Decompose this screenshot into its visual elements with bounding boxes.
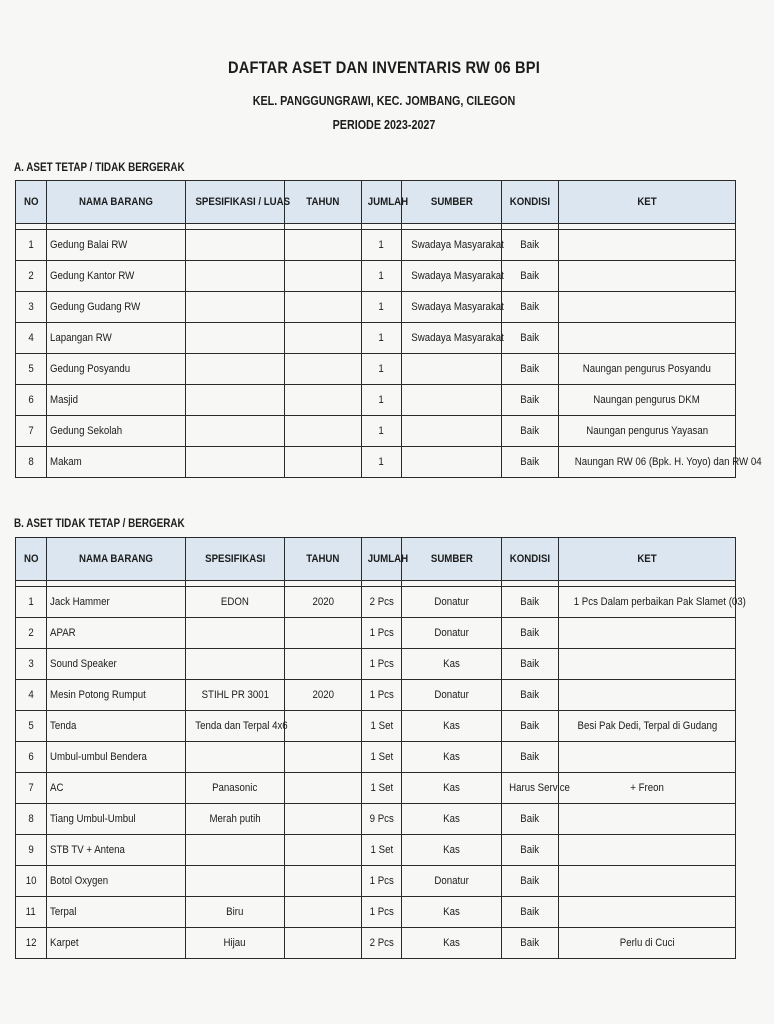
- cell-ket: [559, 866, 736, 897]
- cell-ket: [559, 804, 736, 835]
- cell-kondisi: Harus Service: [502, 773, 559, 804]
- cell-spesifikasi: STIHL PR 3001: [186, 680, 285, 711]
- cell-jumlah: 1: [362, 261, 402, 292]
- cell-tahun: [285, 385, 362, 416]
- cell-kondisi: Baik: [502, 587, 559, 618]
- cell-jumlah: 1 Pcs: [362, 649, 402, 680]
- cell-kondisi: Baik: [502, 866, 559, 897]
- cell-sumber: Kas: [402, 649, 502, 680]
- table-row: [16, 385, 736, 416]
- movable-assets-table: [15, 537, 746, 959]
- column-header-tahun: TAHUN: [285, 538, 362, 581]
- table-row: [16, 649, 736, 680]
- cell-spesifikasi: [186, 354, 285, 385]
- column-header-tahun: TAHUN: [285, 181, 362, 224]
- cell-sumber: Donatur: [402, 680, 502, 711]
- cell-kondisi: Baik: [502, 416, 559, 447]
- cell-nama-barang: Jack Hammer: [47, 587, 186, 618]
- cell-no: 5: [16, 711, 47, 742]
- table-row: [16, 835, 736, 866]
- cell-kondisi: Baik: [502, 742, 559, 773]
- cell-no: 3: [16, 292, 47, 323]
- cell-nama-barang: Terpal: [47, 897, 186, 928]
- cell-sumber: [402, 416, 502, 447]
- table-row: [16, 866, 736, 897]
- cell-jumlah: 1 Pcs: [362, 618, 402, 649]
- column-header-spesifikasi: SPESIFIKASI: [186, 538, 285, 581]
- cell-tahun: [285, 354, 362, 385]
- column-header-jumlah: JUMLAH: [362, 538, 402, 581]
- cell-kondisi: Baik: [502, 618, 559, 649]
- column-header-nama-barang: NAMA BARANG: [47, 538, 186, 581]
- cell-nama-barang: Sound Speaker: [47, 649, 186, 680]
- document-period: PERIODE 2023-2027: [332, 118, 436, 132]
- cell-jumlah: 1: [362, 416, 402, 447]
- cell-sumber: Donatur: [402, 866, 502, 897]
- cell-nama-barang: Masjid: [47, 385, 186, 416]
- cell-spesifikasi: [186, 835, 285, 866]
- cell-nama-barang: Mesin Potong Rumput: [47, 680, 186, 711]
- cell-kondisi: Baik: [502, 230, 559, 261]
- cell-ket: [559, 835, 736, 866]
- cell-ket: [559, 261, 736, 292]
- cell-sumber: Kas: [402, 773, 502, 804]
- cell-spesifikasi: EDON: [186, 587, 285, 618]
- cell-no: 11: [16, 897, 47, 928]
- table-row: [16, 323, 736, 354]
- cell-ket: [559, 897, 736, 928]
- cell-sumber: Kas: [402, 897, 502, 928]
- document-title: DAFTAR ASET DAN INVENTARIS RW 06 BPI: [228, 58, 540, 77]
- cell-spesifikasi: Panasonic: [186, 773, 285, 804]
- cell-kondisi: Baik: [502, 649, 559, 680]
- cell-jumlah: 1 Pcs: [362, 897, 402, 928]
- column-header-sumber: SUMBER: [402, 538, 502, 581]
- document-subtitle: KEL. PANGGUNGRAWI, KEC. JOMBANG, CILEGON: [252, 94, 516, 108]
- cell-tahun: [285, 835, 362, 866]
- table-row: [16, 292, 736, 323]
- cell-spesifikasi: Merah putih: [186, 804, 285, 835]
- cell-sumber: Swadaya Masyarakat: [402, 292, 502, 323]
- cell-no: 8: [16, 804, 47, 835]
- column-header-ket: KET: [559, 181, 736, 224]
- cell-spesifikasi: [186, 230, 285, 261]
- cell-sumber: Donatur: [402, 587, 502, 618]
- cell-tahun: [285, 897, 362, 928]
- table-header-row: [16, 538, 736, 581]
- cell-nama-barang: Umbul-umbul Bendera: [47, 742, 186, 773]
- cell-ket: Naungan RW 06 (Bpk. H. Yoyo) dan RW 04: [559, 447, 736, 478]
- cell-no: 8: [16, 447, 47, 478]
- cell-tahun: [285, 618, 362, 649]
- cell-nama-barang: Gedung Balai RW: [47, 230, 186, 261]
- cell-spesifikasi: [186, 385, 285, 416]
- cell-tahun: [285, 261, 362, 292]
- cell-spesifikasi: [186, 649, 285, 680]
- cell-jumlah: 1: [362, 292, 402, 323]
- table-row: [16, 618, 736, 649]
- column-header-no: NO: [16, 538, 47, 581]
- cell-nama-barang: Tiang Umbul-Umbul: [47, 804, 186, 835]
- cell-kondisi: Baik: [502, 928, 559, 959]
- column-header-spesifikasi: SPESIFIKASI / LUAS: [186, 181, 285, 224]
- cell-tahun: [285, 649, 362, 680]
- cell-spesifikasi: [186, 447, 285, 478]
- cell-tahun: [285, 928, 362, 959]
- column-header-no: NO: [16, 181, 47, 224]
- cell-kondisi: Baik: [502, 804, 559, 835]
- column-header-sumber: SUMBER: [402, 181, 502, 224]
- cell-no: 7: [16, 416, 47, 447]
- table-row: [16, 230, 736, 261]
- column-header-kondisi: KONDISI: [502, 181, 559, 224]
- cell-jumlah: 1 Set: [362, 742, 402, 773]
- cell-sumber: Swadaya Masyarakat: [402, 323, 502, 354]
- cell-ket: [559, 742, 736, 773]
- cell-no: 3: [16, 649, 47, 680]
- cell-spesifikasi: [186, 742, 285, 773]
- cell-tahun: [285, 804, 362, 835]
- cell-jumlah: 2 Pcs: [362, 587, 402, 618]
- cell-ket: [559, 649, 736, 680]
- cell-no: 5: [16, 354, 47, 385]
- cell-kondisi: Baik: [502, 711, 559, 742]
- cell-jumlah: 1 Set: [362, 711, 402, 742]
- table-row: [16, 416, 736, 447]
- cell-sumber: [402, 447, 502, 478]
- cell-ket: [559, 680, 736, 711]
- cell-no: 1: [16, 587, 47, 618]
- cell-tahun: 2020: [285, 680, 362, 711]
- cell-nama-barang: STB TV + Antena: [47, 835, 186, 866]
- cell-no: 10: [16, 866, 47, 897]
- cell-jumlah: 1: [362, 385, 402, 416]
- cell-tahun: [285, 292, 362, 323]
- cell-no: 6: [16, 742, 47, 773]
- cell-spesifikasi: [186, 323, 285, 354]
- cell-ket: [559, 618, 736, 649]
- cell-kondisi: Baik: [502, 897, 559, 928]
- cell-ket: Perlu di Cuci: [559, 928, 736, 959]
- cell-ket: Naungan pengurus DKM: [559, 385, 736, 416]
- cell-nama-barang: Gedung Posyandu: [47, 354, 186, 385]
- cell-nama-barang: Gedung Gudang RW: [47, 292, 186, 323]
- cell-tahun: 2020: [285, 587, 362, 618]
- cell-tahun: [285, 230, 362, 261]
- cell-kondisi: Baik: [502, 323, 559, 354]
- cell-sumber: Kas: [402, 928, 502, 959]
- cell-jumlah: 1 Set: [362, 773, 402, 804]
- cell-no: 2: [16, 261, 47, 292]
- cell-spesifikasi: Hijau: [186, 928, 285, 959]
- cell-nama-barang: APAR: [47, 618, 186, 649]
- cell-kondisi: Baik: [502, 292, 559, 323]
- cell-jumlah: 1: [362, 354, 402, 385]
- table-row: [16, 711, 736, 742]
- cell-jumlah: 1 Pcs: [362, 866, 402, 897]
- cell-sumber: Swadaya Masyarakat: [402, 230, 502, 261]
- cell-tahun: [285, 711, 362, 742]
- cell-jumlah: 2 Pcs: [362, 928, 402, 959]
- cell-no: 4: [16, 323, 47, 354]
- table-row: [16, 447, 736, 478]
- cell-ket: [559, 230, 736, 261]
- cell-spesifikasi: Tenda dan Terpal 4x6: [186, 711, 285, 742]
- cell-sumber: Swadaya Masyarakat: [402, 261, 502, 292]
- cell-sumber: Kas: [402, 835, 502, 866]
- cell-kondisi: Baik: [502, 680, 559, 711]
- cell-spesifikasi: [186, 618, 285, 649]
- cell-spesifikasi: [186, 416, 285, 447]
- cell-sumber: Donatur: [402, 618, 502, 649]
- cell-nama-barang: Botol Oxygen: [47, 866, 186, 897]
- cell-no: 12: [16, 928, 47, 959]
- cell-tahun: [285, 323, 362, 354]
- cell-no: 9: [16, 835, 47, 866]
- section-b-title: B. ASET TIDAK TETAP / BERGERAK: [14, 518, 185, 530]
- table-row: [16, 680, 736, 711]
- cell-no: 1: [16, 230, 47, 261]
- cell-tahun: [285, 416, 362, 447]
- cell-nama-barang: Gedung Sekolah: [47, 416, 186, 447]
- cell-sumber: Kas: [402, 742, 502, 773]
- column-header-kondisi: KONDISI: [502, 538, 559, 581]
- cell-sumber: [402, 385, 502, 416]
- cell-no: 4: [16, 680, 47, 711]
- cell-spesifikasi: [186, 866, 285, 897]
- section-a-title: A. ASET TETAP / TIDAK BERGERAK: [14, 162, 185, 174]
- table-row: [16, 354, 736, 385]
- cell-nama-barang: Karpet: [47, 928, 186, 959]
- cell-jumlah: 9 Pcs: [362, 804, 402, 835]
- cell-ket: [559, 292, 736, 323]
- table-row: [16, 804, 736, 835]
- cell-sumber: Kas: [402, 804, 502, 835]
- cell-jumlah: 1 Pcs: [362, 680, 402, 711]
- cell-nama-barang: Tenda: [47, 711, 186, 742]
- cell-spesifikasi: [186, 261, 285, 292]
- cell-sumber: [402, 354, 502, 385]
- table-row: [16, 897, 736, 928]
- cell-nama-barang: Makam: [47, 447, 186, 478]
- column-header-jumlah: JUMLAH: [362, 181, 402, 224]
- cell-jumlah: 1: [362, 323, 402, 354]
- cell-tahun: [285, 866, 362, 897]
- cell-ket: Naungan pengurus Yayasan: [559, 416, 736, 447]
- cell-jumlah: 1 Set: [362, 835, 402, 866]
- cell-kondisi: Baik: [502, 354, 559, 385]
- cell-jumlah: 1: [362, 230, 402, 261]
- fixed-assets-table: [15, 180, 762, 478]
- cell-kondisi: Baik: [502, 447, 559, 478]
- cell-kondisi: Baik: [502, 385, 559, 416]
- column-header-nama-barang: NAMA BARANG: [47, 181, 186, 224]
- cell-ket: [559, 323, 736, 354]
- cell-tahun: [285, 773, 362, 804]
- cell-ket: Besi Pak Dedi, Terpal di Gudang: [559, 711, 736, 742]
- table-row: [16, 742, 736, 773]
- cell-no: 7: [16, 773, 47, 804]
- cell-no: 6: [16, 385, 47, 416]
- cell-spesifikasi: Biru: [186, 897, 285, 928]
- cell-ket: + Freon: [559, 773, 736, 804]
- cell-spesifikasi: [186, 292, 285, 323]
- cell-nama-barang: AC: [47, 773, 186, 804]
- cell-jumlah: 1: [362, 447, 402, 478]
- cell-no: 2: [16, 618, 47, 649]
- cell-ket: 1 Pcs Dalam perbaikan Pak Slamet (03): [559, 587, 736, 618]
- cell-kondisi: Baik: [502, 261, 559, 292]
- cell-tahun: [285, 742, 362, 773]
- table-row: [16, 261, 736, 292]
- table-row: [16, 587, 736, 618]
- cell-nama-barang: Gedung Kantor RW: [47, 261, 186, 292]
- table-row: [16, 773, 736, 804]
- cell-sumber: Kas: [402, 711, 502, 742]
- table-header-row: [16, 181, 736, 224]
- cell-nama-barang: Lapangan RW: [47, 323, 186, 354]
- table-row: [16, 928, 736, 959]
- cell-ket: Naungan pengurus Posyandu: [559, 354, 736, 385]
- column-header-ket: KET: [559, 538, 736, 581]
- cell-tahun: [285, 447, 362, 478]
- cell-kondisi: Baik: [502, 835, 559, 866]
